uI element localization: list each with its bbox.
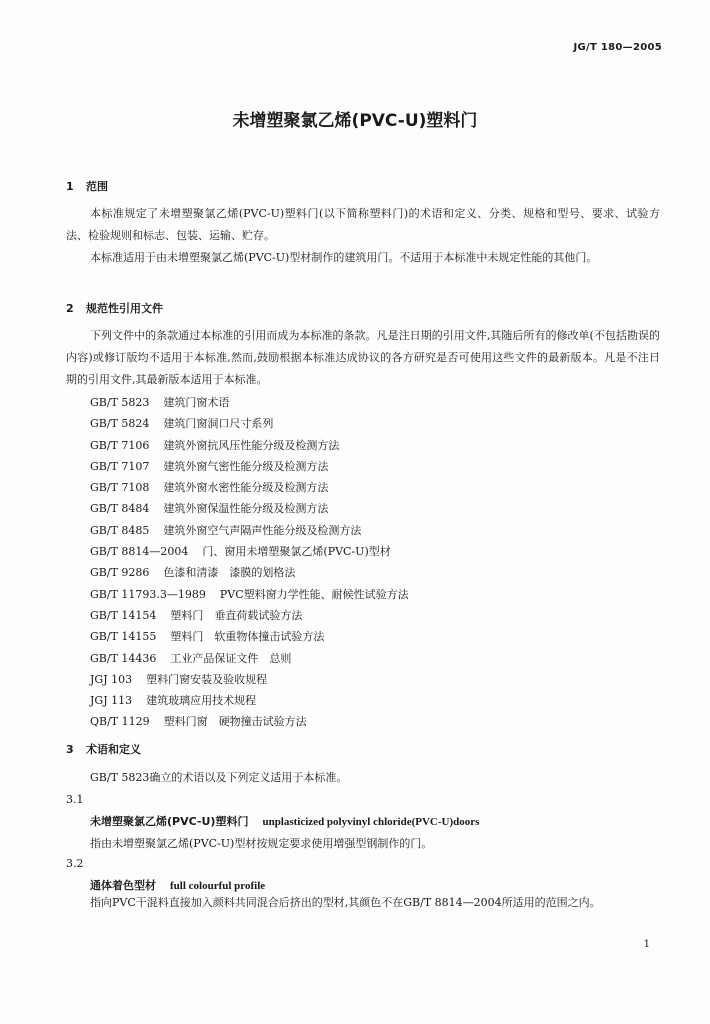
list-item [90,690,409,711]
document-title: 未增塑聚氯乙烯(PVC-U)塑料门 [232,111,478,131]
reference-code: GB/T 7106 [90,438,150,452]
list-item [90,435,409,456]
list-item [90,648,409,669]
list-item [90,541,409,562]
section-1-title: 范围 [86,180,108,193]
reference-title: 色漆和清漆 漆膜的划格法 [163,566,296,580]
term-3-2-definition: 指向PVC干混料直接加入颜料共同混合后挤出的型材,其颜色不在GB/T 8814—2004所适用的范围之内。 [90,896,601,909]
reference-code: GB/T 9286 [90,566,150,580]
standard-code-header: JG/T 180—2005 [573,42,662,53]
reference-title: 塑料门 垂直荷载试验方法 [170,608,303,622]
reference-code: GB/T 5824 [90,417,150,431]
list-item [90,456,409,477]
reference-code: JGJ 103 [90,672,133,686]
reference-code: GB/T 7108 [90,481,150,495]
reference-title: PVC塑料窗力学性能、耐候性试验方法 [219,587,409,601]
reference-code: GB/T 5823 [90,396,150,409]
term-3-2-english: full colourful profile [170,880,266,892]
reference-title: 建筑外窗水密性能分级及检测方法 [163,481,329,495]
section-1-number: 1 [66,180,74,193]
term-3-2-number: 3.2 [66,857,84,870]
section-3-heading [66,741,141,757]
reference-title: 塑料门窗安装及验收规程 [146,672,268,686]
list-item [90,562,409,583]
reference-code: GB/T 14436 [90,651,157,665]
reference-code: GB/T 7107 [90,459,150,473]
reference-title: 建筑门窗洞口尺寸系列 [163,417,274,431]
reference-code: GB/T 8814—2004 [90,545,189,559]
section-3-number: 3 [66,743,74,756]
list-item [90,413,409,434]
reference-code: QB/T 1129 [90,715,150,729]
reference-title: 建筑门窗术语 [163,396,230,409]
section-2-intro: 下列文件中的条款通过本标准的引用而成为本标准的条款。凡是注日期的引用文件,其随后所有的修改单(不包括勘误的内容)或修订版均不适用于本标准,然而,鼓励根据本标准达成协议的各方研究是否可使用这些文件的最新版本。凡是不注日期的引用文件,其最新版本适用于本标准。 [66,329,660,386]
reference-code: GB/T 14155 [90,630,157,644]
reference-title: 建筑外窗气密性能分级及检测方法 [163,459,329,473]
list-item [90,584,409,605]
reference-code: JGJ 113 [90,694,133,708]
term-3-2-chinese: 通体着色型材 [90,879,156,892]
section-3-title: 术语和定义 [86,743,141,756]
list-item [90,669,409,690]
section-3-intro: GB/T 5823确立的术语以及下列定义适用于本标准。 [90,771,348,784]
term-3-1-chinese: 未增塑聚氯乙烯(PVC-U)塑料门 [90,815,249,828]
section-1-heading [66,178,108,194]
reference-title: 塑料门 软重物体撞击试验方法 [170,630,325,644]
reference-title: 建筑外窗空气声隔声性能分级及检测方法 [163,523,362,537]
list-item [90,392,409,413]
reference-code: GB/T 11793.3—1989 [90,587,206,601]
section-2-number: 2 [66,302,74,315]
list-item [90,711,409,732]
reference-title: 建筑外窗保温性能分级及检测方法 [163,502,329,516]
section-2-heading [66,300,163,316]
term-3-1-definition: 指由未增塑聚氯乙烯(PVC-U)型材按规定要求使用增强型钢制作的门。 [90,837,433,850]
normative-reference-list [90,392,409,733]
list-item [90,626,409,647]
term-3-1-english: unplasticized polyvinyl chloride(PVC-U)doors [262,816,480,828]
section-1-paragraph-1: 本标准规定了未增塑聚氯乙烯(PVC-U)塑料门(以下简称塑料门)的术语和定义、分类、规格和型号、要求、试验方法、检验规则和标志、包装、运输、贮存。 [66,207,660,242]
term-3-1-number: 3.1 [66,793,84,806]
reference-code: GB/T 14154 [90,608,157,622]
list-item [90,477,409,498]
page-number: 1 [643,939,650,950]
reference-title: 工业产品保证文件 总则 [170,651,292,665]
reference-code: GB/T 8485 [90,523,150,537]
reference-title: 建筑外窗抗风压性能分级及检测方法 [163,438,340,452]
section-1-paragraph-2: 本标准适用于由未增塑聚氯乙烯(PVC-U)型材制作的建筑用门。不适用于本标准中未规定性能的其他门。 [90,251,598,264]
list-item [90,520,409,541]
list-item [90,498,409,519]
reference-title: 塑料门窗 硬物撞击试验方法 [163,715,307,729]
list-item [90,605,409,626]
reference-title: 建筑玻璃应用技术规程 [146,694,257,708]
section-2-title: 规范性引用文件 [86,302,163,315]
term-3-2-heading [90,878,265,894]
reference-code: GB/T 8484 [90,502,150,516]
term-3-1-heading [90,814,479,830]
reference-title: 门、窗用未增塑聚氯乙烯(PVC-U)型材 [202,545,391,559]
